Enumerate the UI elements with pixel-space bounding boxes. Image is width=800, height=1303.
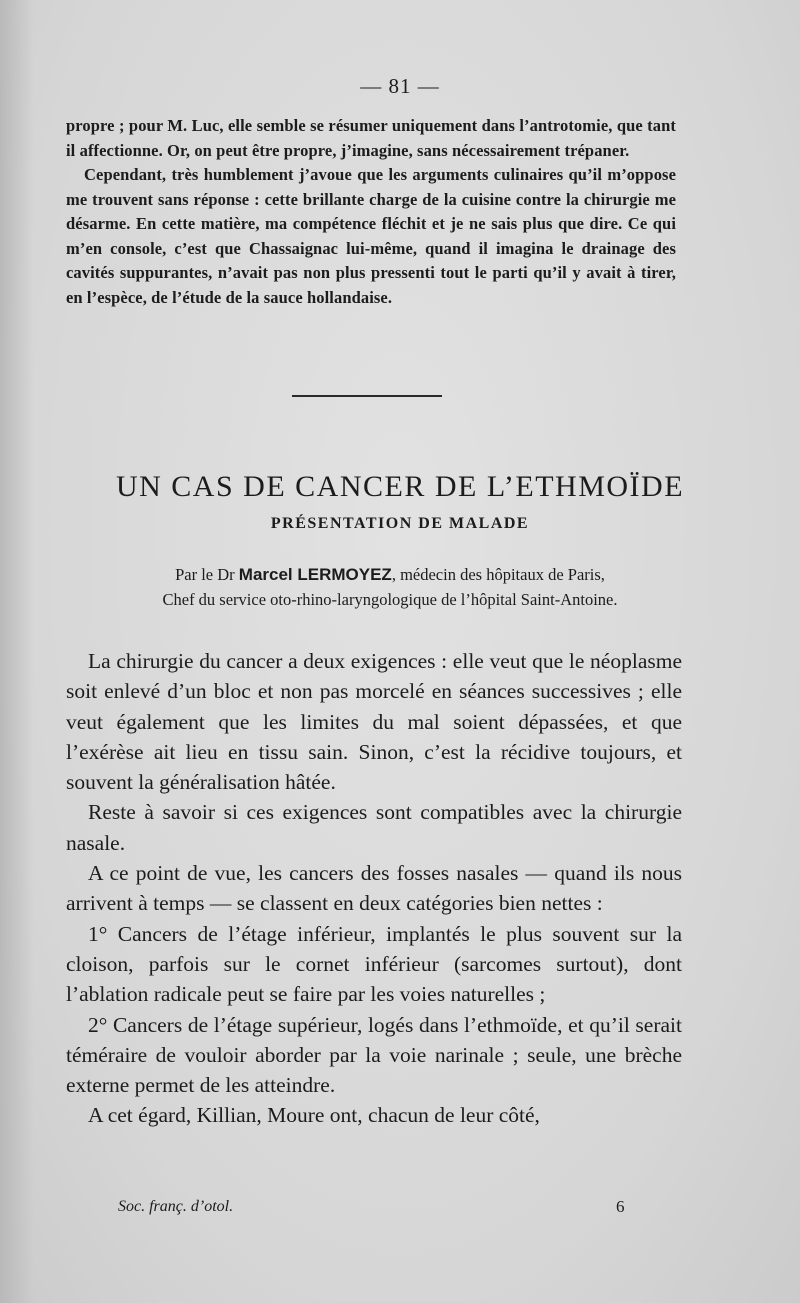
byline-suffix: , médecin des hôpitaux de Paris, [391, 565, 605, 584]
byline-line-1 [70, 562, 710, 587]
byline-line-2: Chef du service oto-rhino-laryngologique de l’hôpital Saint-Antoine. [162, 590, 618, 609]
footer-signature: 6 [616, 1197, 625, 1216]
page-edge-shadow [0, 0, 34, 1303]
body-paragraph: 2° Cancers de l’étage supérieur, logés dans l’ethmoïde, et qu’il serait téméraire de vouloir aborder par la voie narinale ; seule, une brèche externe permet de les atteindre. [66, 1012, 682, 1098]
page-number: — 81 — [360, 74, 440, 98]
article-subtitle: PRÉSENTATION DE MALADE [270, 515, 530, 532]
article-title: UN CAS DE CANCER DE L’ETHMOÏDE [115, 470, 685, 503]
author-name: Marcel LERMOYEZ [238, 565, 392, 584]
section-divider [292, 395, 442, 397]
byline-prefix: Par le Dr [175, 565, 239, 584]
intro-paragraph: Cependant, très humblement j’avoue que les arguments culinaires qu’il m’oppose me trouvent sans réponse : cette brillante charge de la cuisine contre la chirurgie me désarme. En cette matière, ma compétence fléchit et je ne sais plus que dire. Ce qui m’en console, c’est que Chassaignac lui-même, quand il imagina le drainage des cavités suppurantes, n’avait pas non plus pressenti tout le parti qu’il y avait à tirer, en l’espèce, de l’étude de la sauce hollandaise. [66, 165, 676, 307]
article-body [66, 646, 682, 1131]
article-byline [70, 562, 710, 612]
body-paragraph: La chirurgie du cancer a deux exigences : elle veut que le néoplasme soit enlevé d’un bloc et non pas morcelé en séances successives ; elle veut également que les limites du mal soient dépassées, et que l’exérèse ait lieu en tissu sain. Sinon, c’est la récidive toujours, et souvent la généralisation hâtée. [66, 649, 682, 795]
intro-paragraph: propre ; pour M. Luc, elle semble se résumer uniquement dans l’antrotomie, que tant il affectionne. Or, on peut être propre, j’imagine, sans nécessairement trépaner. [66, 116, 676, 160]
body-paragraph: A cet égard, Killian, Moure ont, chacun de leur côté, [88, 1103, 540, 1128]
body-paragraph: 1° Cancers de l’étage inférieur, implantés le plus souvent sur la cloison, parfois sur le cornet inférieur (sarcomes surtout), dont l’ablation radicale peut se faire par les voies naturelles ; [66, 921, 682, 1007]
intro-text [66, 114, 676, 310]
footer-journal: Soc. franç. d’otol. [118, 1198, 234, 1215]
body-paragraph: Reste à savoir si ces exigences sont compatibles avec la chirurgie nasale. [66, 800, 682, 855]
body-paragraph: A ce point de vue, les cancers des fosses nasales — quand ils nous arrivent à temps — se classent en deux catégories bien nettes : [66, 861, 682, 916]
